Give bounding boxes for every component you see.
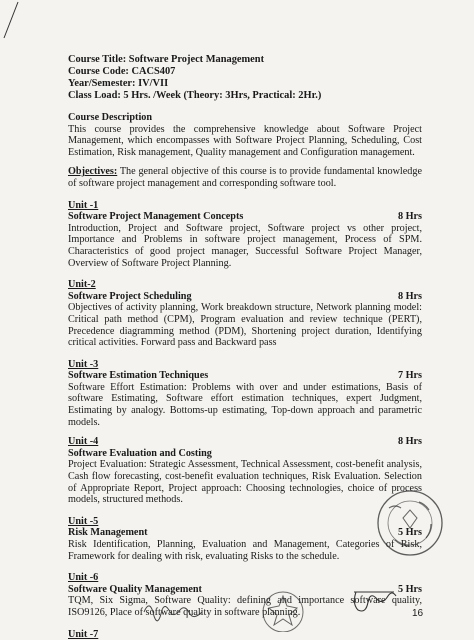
objectives-text: The general objective of this course is to provide fundamental knowledge of software project management and corresponding software tool. xyxy=(68,166,422,189)
unit-hours: 8 Hrs xyxy=(397,290,422,302)
unit-hours: 5 Hrs xyxy=(397,527,422,539)
objectives xyxy=(68,166,422,189)
course-header xyxy=(68,54,422,102)
syllabus-content xyxy=(68,54,422,640)
unit-7 xyxy=(68,629,422,640)
unit-label: Unit -3 xyxy=(68,358,99,370)
pen-mark xyxy=(0,0,30,40)
unit-title: Software Estimation Techniques xyxy=(68,370,209,382)
unit-title: Software Project Management Concepts xyxy=(68,211,244,223)
course-title: Course Title: Software Project Management xyxy=(68,54,265,65)
unit-text: Project Evaluation: Strategic Assessment, Technical Assessment, cost-benefit analysis, Cash flow forecasting, cost-benefit evaluation techniques, Risk Evaluation. Selection of Appropriate Report, Project approach: Choosing technologies, choice of process models, structured methods. xyxy=(68,459,422,506)
unit-label: Unit -4 xyxy=(68,436,99,448)
handwritten-signature xyxy=(140,592,210,628)
unit-label: Unit -7 xyxy=(68,628,99,640)
unit-label: Unit -1 xyxy=(68,199,99,211)
unit-5 xyxy=(68,516,422,562)
unit-title: Software Project Scheduling xyxy=(68,290,192,302)
official-seal-stamp xyxy=(375,488,445,558)
year-semester: Year/Semester: IV/VII xyxy=(68,78,169,89)
unit-hours: 8 Hrs xyxy=(397,436,422,448)
unit-text: Objectives of activity planning, Work breakdown structure, Network planning model: Critical path method (CPM), Program evaluation and review technique (PERT), Precedence diagramming method (PDM), Shortening project duration, Identifying critical activities. Forward pass and Backward pass xyxy=(68,302,422,349)
unit-text: TQM, Six Sigma, Software Quality: defining and importance software quality, ISO9126, Place of software quality in software planning. xyxy=(68,595,422,618)
page-number: 16 xyxy=(412,608,424,619)
unit-text: Software Effort Estimation: Problems with over and under estimations, Basis of software Estimating, Software effort estimation techniques, expert Judgment, Estimating by analogy. Bottoms-up estimating, Top-down approach and parametric models. xyxy=(68,381,422,428)
unit-hours: 5 Hrs xyxy=(397,583,422,595)
description-title: Course Description xyxy=(68,112,153,123)
handwritten-signature-initials xyxy=(350,584,400,618)
class-load: Class Load: 5 Hrs. /Week (Theory: 3Hrs, Practical: 2Hr.) xyxy=(68,90,322,101)
unit-hours: 8 Hrs xyxy=(397,211,422,223)
unit-text: Introduction, Project and Software project, Software project vs other project, Importance and Problems in software project management, Process of SPM. Characteristics of good project manager, Successful Software Project Manager, Overview of Software Project Planning. xyxy=(68,222,422,269)
seal-emblem xyxy=(255,582,311,632)
unit-hours: 7 Hrs xyxy=(397,370,422,382)
unit-label: Unit -5 xyxy=(68,515,99,527)
description-text: This course provides the comprehensive knowledge about Software Project Management, which encompasses with Software Project Planning, Scheduling, Cost Estimation, Risk management, Quality management and Configuration management. xyxy=(68,123,422,158)
unit-label: Unit -6 xyxy=(68,572,99,584)
unit-3 xyxy=(68,359,422,429)
objectives-label: Objectives: xyxy=(68,166,118,178)
unit-title: Software Evaluation and Costing xyxy=(68,447,212,459)
unit-2 xyxy=(68,279,422,349)
unit-title: Risk Management xyxy=(68,527,148,539)
unit-title: Software Quality Management xyxy=(68,583,202,595)
unit-text: Risk Identification, Planning, Evaluation and Management, Categories of Risk, Framework for dealing with risk, evaluating Risks to the schedule. xyxy=(68,539,422,562)
unit-4 xyxy=(68,436,422,506)
unit-1 xyxy=(68,200,422,270)
unit-label: Unit-2 xyxy=(68,279,96,291)
course-code: Course Code: CACS407 xyxy=(68,66,176,77)
